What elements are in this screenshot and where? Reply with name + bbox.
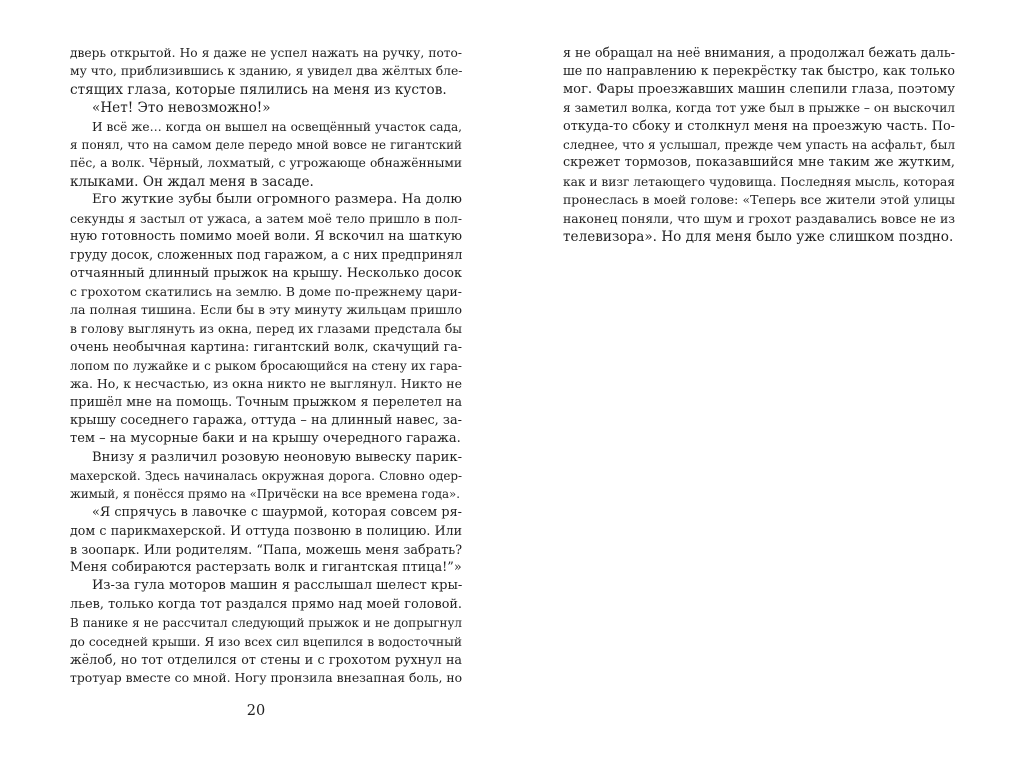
text-line: пришёл мне на помощь. Точным прыжком я перелетел на [70, 394, 462, 410]
text-line: мог. Фары проезжавших машин слепили глаза, поэтому [563, 81, 955, 97]
text-line: с грохотом скатились на землю. В доме по-прежнему цари- [70, 284, 462, 300]
text-line: клыками. Он ждал меня в засаде. [70, 173, 314, 190]
text-line: в голову выглянуть из окна, перед их глазами предстала бы [70, 321, 462, 336]
text-line: Из-за гула моторов машин я расслышал шелест кры- [92, 578, 462, 594]
text-line: я понял, что на самом деле передо мной вовсе не гигантский [70, 137, 462, 152]
text-line: «Я спрячусь в лавочке с шаурмой, которая совсем ря- [92, 504, 462, 520]
right-page [512, 0, 1024, 759]
left-page-text [70, 44, 462, 688]
text-line: до соседней крыши. Я изо всех сил вцепился в водосточный [70, 634, 462, 649]
right-page-text [563, 44, 955, 246]
text-line: груду досок, сложенных под гаражом, а с них предпринял [70, 247, 462, 263]
text-line: как и визг летающего чудовища. Последняя мысль, которая [563, 174, 955, 189]
text-line: жёлоб, но тот отделился от стены и с грохотом рухнул на [70, 651, 462, 667]
text-line: отчаянный длинный прыжок на крышу. Несколько досок [70, 265, 462, 281]
text-line: стящих глаза, которые пялились на меня из кустов. [70, 81, 447, 98]
text-line: «Нет! Это невозможно!» [92, 100, 271, 117]
text-line: тем – на мусорные баки и на крышу очередного гаража. [70, 431, 461, 447]
text-line: я не обращал на неё внимания, а продолжал бежать даль- [563, 45, 955, 60]
text-line: следнее, что я услышал, прежде чем упасть на асфальт, был [563, 137, 955, 152]
text-line: дом с парикмахерской. И оттуда позвоню в полицию. Или [70, 523, 462, 539]
text-line: в зоопарк. Или родителям. “Папа, можешь меня забрать? [70, 541, 462, 557]
text-line: крышу соседнего гаража, оттуда – на длинный навес, за- [70, 412, 462, 428]
text-line: я заметил волка, когда тот уже был в прыжке – он выскочил [563, 101, 955, 116]
text-line: лопом по лужайке и с рыком бросающийся на стену их гара- [70, 358, 462, 373]
text-line: скрежет тормозов, показавшийся мне таким же жутким, [563, 155, 955, 171]
text-line: пёс, а волк. Чёрный, лохматый, с угрожающе обнажёнными [70, 156, 462, 171]
text-line: дверь открытой. Но я даже не успел нажать на ручку, пото- [70, 46, 462, 60]
text-line: ла полная тишина. Если бы в эту минуту жильцам пришло [70, 302, 462, 318]
page-number: 20 [246, 703, 266, 719]
text-line: тротуар вместе со мной. Ногу пронзила внезапная боль, но [70, 670, 462, 686]
text-line: В панике я не рассчитал следующий прыжок и не допрыгнул [70, 616, 462, 631]
text-line: махерской. Здесь начиналась окружная дорога. Словно одер- [70, 468, 462, 483]
text-line: телевизора». Но для меня было уже слишком поздно. [563, 228, 954, 245]
text-line: жимый, я понёсся прямо на «Причёски на все времена года». [70, 487, 461, 502]
text-line: льев, только когда тот раздался прямо над моей головой. [70, 596, 462, 612]
text-line: очень необычная картина: гигантский волк, скачущий га- [70, 339, 462, 355]
text-line: жа. Но, к несчастью, из окна никто не выглянул. Никто не [70, 376, 462, 392]
text-line: откуда-то сбоку и столкнул меня на проезжую часть. По- [563, 118, 955, 134]
text-line: пронеслась в моей голове: «Теперь все жители этой улицы [563, 192, 955, 208]
text-line: Его жуткие зубы были огромного размера. На долю [92, 192, 462, 208]
text-line: му что, приблизившись к зданию, я увидел два жёлтых бле- [70, 64, 462, 79]
text-line: наконец поняли, что шум и грохот раздавались вовсе не из [563, 210, 955, 226]
text-line: Меня собираются растерзать волк и гигантская птица!”» [70, 559, 462, 575]
text-line: И всё же… когда он вышел на освещённый участок сада, [92, 119, 462, 134]
text-line: ше по направлению к перекрёстку так быстро, как только [563, 63, 955, 79]
text-line: ную готовность помимо моей воли. Я вскочил на шаткую [70, 228, 462, 244]
text-line: секунды я застыл от ужаса, а затем моё тело пришло в пол- [70, 211, 462, 226]
text-line: Внизу я различил розовую неоновую вывеску парик- [92, 449, 462, 465]
